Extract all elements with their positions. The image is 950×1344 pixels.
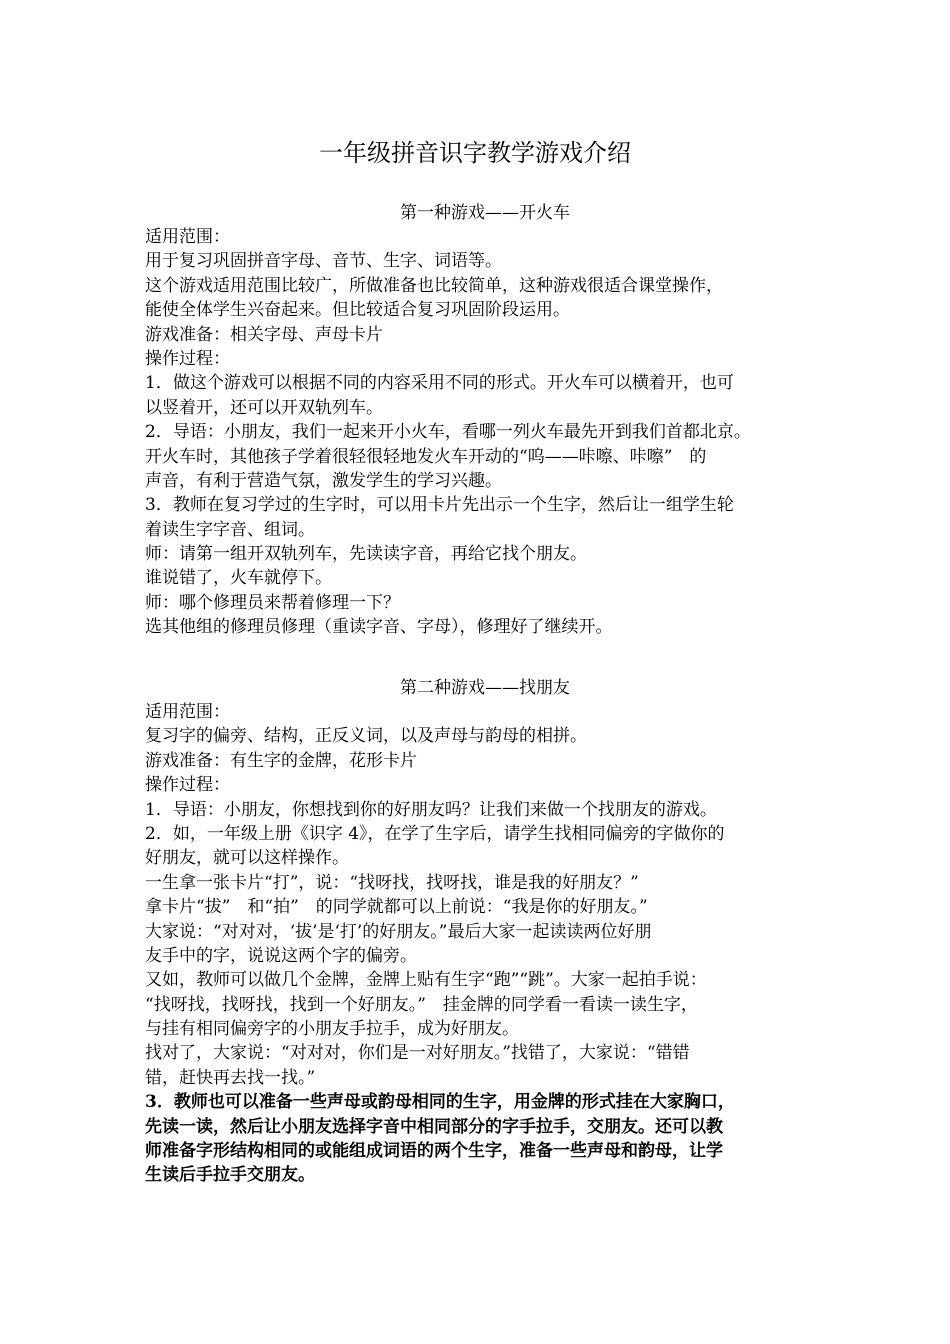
paragraph-line: 一生拿一张卡片“打”，说：“找呀找，找呀找，谁是我的好朋友？” (145, 872, 639, 893)
paragraph-line: 师：请第一组开双轨列车，先读读字音，再给它找个朋友。 (145, 544, 587, 565)
paragraph-line: 与挂有相同偏旁字的小朋友手拉手，成为好朋友。 (145, 1019, 519, 1040)
paragraph-line: 1．做这个游戏可以根据不同的内容采用不同的形式。开火车可以横着开，也可 (145, 373, 734, 394)
paragraph-line: 2．导语：小朋友，我们一起来开小火车，看哪一列火车最先开到我们首都北京。 (145, 422, 751, 443)
paragraph-line: 游戏准备：有生字的金牌，花形卡片 (145, 750, 417, 771)
paragraph-line: 找对了，大家说：“对对对，你们是一对好朋友。”找错了，大家说：“错错 (145, 1043, 690, 1064)
paragraph-line: 3．教师也可以准备一些声母或韵母相同的生字，用金牌的形式挂在大家胸口， (145, 1092, 735, 1113)
section-game-2 (145, 676, 825, 1188)
paragraph-line: 大家说：“对对对，‘拔’是‘打’的好朋友。”最后大家一起读读两位好朋 (145, 921, 652, 942)
paragraph-line: 3．教师在复习学过的生字时，可以用卡片先出示一个生字，然后让一组学生轮 (145, 495, 734, 516)
paragraph-line: “找呀找，找呀找，找到一个好朋友。” 挂金牌的同学看一看读一读生字， (145, 994, 698, 1015)
paragraph-line: 选其他组的修理员修理（重读字音、字母），修理好了继续开。 (145, 617, 613, 638)
paragraph-line: 好朋友，就可以这样操作。 (145, 848, 349, 869)
paragraph-line: 着读生字字音、组词。 (145, 519, 315, 540)
paragraph-line: 师：哪个修理员来帮着修理一下？ (145, 592, 400, 613)
paragraph-line: 谁说错了，火车就停下。 (145, 568, 332, 589)
paragraph-line: 适用范围： (145, 702, 230, 722)
section-heading: 第二种游戏——找朋友 (400, 678, 570, 698)
paragraph-line: 1．导语：小朋友，你想找到你的好朋友吗？让我们来做一个找朋友的游戏。 (145, 799, 717, 820)
section-game-1 (145, 201, 825, 640)
paragraph-line: 生读后手拉手交朋友。 (145, 1165, 315, 1186)
paragraph-line: 适用范围： (145, 227, 230, 247)
paragraph-line: 游戏准备：相关字母、声母卡片 (145, 324, 383, 345)
paragraph-line: 操作过程： (145, 348, 230, 369)
paragraph-line: 2．如，一年级上册《识字 4》，在学了生字后，请学生找相同偏旁的字做你的 (145, 823, 725, 844)
paragraph-line: 开火车时，其他孩子学着很轻很轻地发火车开动的“呜——咔嚓、咔嚓” 的 (145, 446, 707, 467)
paragraph-line: 复习字的偏旁、结构，正反义词，以及声母与韵母的相拼。 (145, 726, 587, 747)
paragraph-line: 又如，教师可以做几个金牌，金牌上贴有生字“跑”“跳”。大家一起拍手说： (145, 970, 707, 991)
paragraph-line: 师准备字形结构相同的或能组成词语的两个生字，准备一些声母和韵母，让学 (145, 1141, 723, 1162)
document-title: 一年级拼音识字教学游戏介绍 (319, 139, 631, 167)
paragraph-line: 用于复习巩固拼音字母、音节、生字、词语等。 (145, 251, 502, 272)
bold-paragraph (145, 1090, 825, 1188)
paragraph-line: 声音，有利于营造气氛，激发学生的学习兴趣。 (145, 470, 502, 491)
paragraph-line: 这个游戏适用范围比较广，所做准备也比较简单，这种游戏很适合课堂操作， (145, 275, 723, 296)
paragraph-line: 先读一读，然后让小朋友选择字音中相同部分的字手拉手，交朋友。还可以教 (145, 1116, 723, 1137)
paragraph-line: 错，赶快再去找一找。” (145, 1067, 316, 1088)
section-heading: 第一种游戏——开火车 (400, 203, 570, 223)
paragraph-line: 拿卡片“拔” 和“拍” 的同学就都可以上前说：“我是你的好朋友。” (145, 897, 648, 918)
paragraph-line: 以竖着开，还可以开双轨列车。 (145, 397, 383, 418)
paragraph-line: 操作过程： (145, 775, 230, 796)
paragraph-line: 友手中的字，说说这两个字的偏旁。 (145, 945, 417, 966)
paragraph-line: 能使全体学生兴奋起来。但比较适合复习巩固阶段运用。 (145, 300, 570, 321)
